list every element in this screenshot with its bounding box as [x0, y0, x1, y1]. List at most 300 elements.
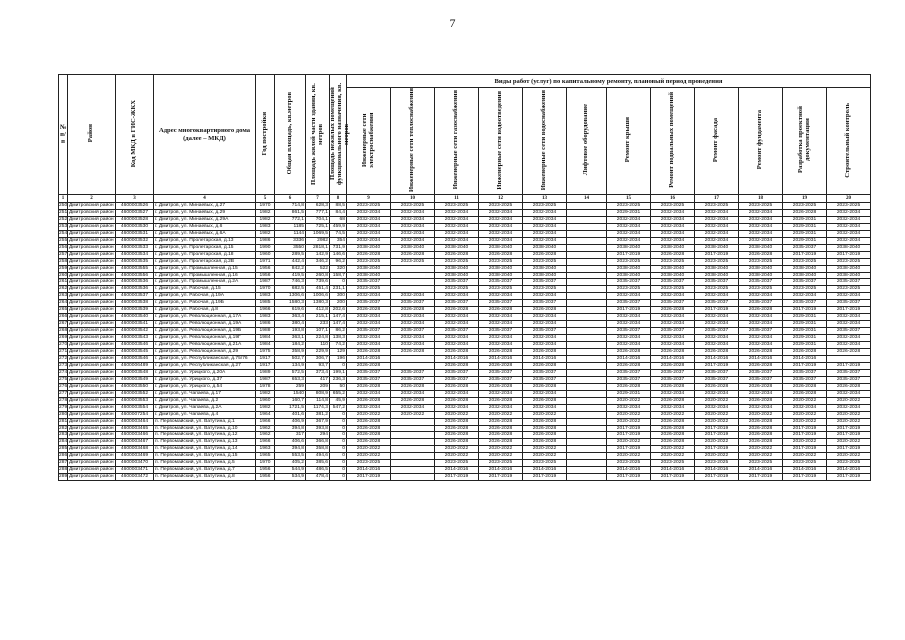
cell-work-period: 2026-2028 [435, 397, 479, 404]
cell-total-area: 406,9 [275, 418, 306, 425]
cell-district: Дмитровский район [69, 321, 114, 327]
header-work: Ремонт крыши [607, 88, 651, 195]
cell-total-area: 861,5 [275, 209, 306, 216]
table-row [59, 474, 871, 481]
cell-work-period: 2035-2037 [523, 279, 567, 286]
cell-work-period [567, 369, 607, 376]
cell-num: 259 [59, 265, 68, 271]
cell-work-period: 2023-2025 [479, 258, 523, 265]
cell-district: Дмитровский район [69, 369, 114, 375]
cell-living-area: 1174,3 [306, 404, 330, 411]
cell-district: Дмитровский район [69, 453, 114, 459]
cell-nonres-area: 68 [330, 216, 347, 223]
cell-num: 267 [59, 321, 68, 327]
cell-code: 4600003530 [116, 223, 154, 230]
cell-work-period: 2026-2028 [347, 251, 391, 258]
cell-work-period: 2032-2034 [651, 321, 695, 328]
cell-work-period: 2014-2016 [523, 467, 567, 474]
header-num: № п/п [59, 75, 68, 195]
cell-work-period [567, 279, 607, 286]
cell-work-period: 2032-2034 [827, 321, 871, 328]
cell-living-area: 1380,3 [306, 300, 330, 307]
cell-district: Дмитровский район [69, 230, 114, 236]
cell-address: г. Дмитров, ул. Урицкого, д.54 [154, 383, 256, 390]
cell-district: Дмитровский район [69, 223, 114, 229]
cell-work-period: 2020-2022 [607, 453, 651, 460]
header-district: Район [68, 75, 116, 195]
cell-living-area: 110 [306, 342, 330, 349]
cell-work-period: 2035-2037 [783, 300, 827, 307]
cell-work-period: 2029-2031 [607, 209, 651, 216]
cell-work-period: 2026-2028 [739, 251, 783, 258]
cell-total-area: 572,5 [275, 369, 306, 376]
cell-work-period: 2026-2028 [435, 418, 479, 425]
cell-living-area: 739,6 [306, 279, 330, 286]
cell-work-period: 2014-2016 [347, 355, 391, 362]
cell-living-area: 486,5 [306, 467, 330, 474]
cell-nonres-area: 74,5 [330, 230, 347, 237]
table-row [59, 369, 871, 376]
cell-nonres-area: 300 [330, 293, 347, 300]
cell-work-period: 2026-2028 [651, 418, 695, 425]
cell-work-period [567, 307, 607, 314]
cell-code: 4600003471 [116, 467, 154, 474]
cell-work-period: 2020-2022 [607, 418, 651, 425]
cell-work-period: 2014-2016 [739, 467, 783, 474]
cell-num: 263 [59, 293, 68, 299]
header-code: Код МКД в ГИС-ЖКХ [116, 75, 154, 195]
cell-nonres-area: 354 [330, 237, 347, 244]
cell-work-period: 2035-2037 [783, 279, 827, 286]
cell-year: 1962 [256, 425, 275, 432]
cell-work-period: 2023-2025 [523, 258, 567, 265]
cell-work-period: 2017-2019 [435, 474, 479, 481]
cell-address: п. Первомайский, ул. Ватутина, д.12 [154, 432, 256, 439]
cell-address: п. Первомайский, ул. Ватутина, д.14 [154, 446, 256, 453]
cell-code: 4600003466 [116, 432, 154, 439]
cell-work-period: 2032-2034 [739, 335, 783, 342]
cell-work-period [827, 355, 871, 362]
cell-work-period [567, 230, 607, 237]
cell-work-period: 2032-2034 [523, 390, 567, 397]
cell-work-period: 2035-2037 [827, 369, 871, 376]
cell-district: Дмитровский район [69, 425, 114, 431]
cell-work-period: 2035-2037 [827, 300, 871, 307]
header-work: Инженерные сети электроснабжения [347, 88, 391, 195]
cell-work-period: 2020-2022 [479, 446, 523, 453]
column-number: 4 [154, 195, 256, 203]
cell-total-area: 406,6 [275, 439, 306, 446]
cell-work-period [391, 467, 435, 474]
cell-work-period: 2020-2022 [827, 397, 871, 404]
cell-year: 1970 [256, 286, 275, 293]
cell-district: Дмитровский район [69, 286, 114, 292]
cell-work-period: 2023-2025 [651, 286, 695, 293]
cell-code: 4600003540 [116, 314, 154, 321]
cell-work-period: 2023-2025 [739, 460, 783, 467]
cell-num: 278 [59, 397, 68, 403]
cell-work-period: 2029-2031 [783, 230, 827, 237]
cell-work-period: 2026-2028 [607, 362, 651, 369]
cell-nonres-area: 147,4 [330, 321, 347, 328]
cell-work-period: 2032-2034 [523, 314, 567, 321]
cell-num: 273 [59, 362, 68, 368]
cell-code: 4600003550 [116, 383, 154, 390]
cell-work-period: 2026-2028 [479, 307, 523, 314]
cell-num: 260 [59, 272, 68, 278]
cell-work-period: 2032-2034 [607, 342, 651, 349]
table-row [59, 279, 871, 286]
table-row [59, 307, 871, 314]
cell-work-period: 2026-2028 [435, 349, 479, 356]
cell-work-period: 2026-2028 [523, 439, 567, 446]
cell-work-period: 2032-2034 [827, 335, 871, 342]
cell-work-period: 2026-2028 [479, 251, 523, 258]
cell-num: 289 [59, 474, 68, 480]
cell-work-period [567, 474, 607, 481]
cell-living-area: 1069,5 [306, 230, 330, 237]
cell-work-period: 2032-2034 [607, 404, 651, 411]
cell-living-area: 209 [306, 383, 330, 390]
cell-work-period: 2023-2025 [783, 286, 827, 293]
cell-work-period: 2035-2037 [607, 369, 651, 376]
table-row [59, 349, 871, 356]
cell-work-period: 2032-2034 [651, 335, 695, 342]
cell-total-area: 363,1 [275, 335, 306, 342]
cell-work-period: 2023-2025 [435, 258, 479, 265]
cell-work-period: 2032-2034 [479, 230, 523, 237]
cell-num: 262 [59, 286, 68, 292]
cell-work-period: 2032-2034 [827, 342, 871, 349]
header-works-group: Виды работ (услуг) по капитальному ремонту, плановый период проведения [347, 75, 871, 88]
cell-work-period: 2020-2022 [739, 453, 783, 460]
cell-work-period [567, 439, 607, 446]
cell-work-period: 2035-2037 [783, 244, 827, 251]
cell-work-period: 2035-2037 [607, 300, 651, 307]
cell-code: 4600003472 [116, 474, 154, 481]
cell-work-period [567, 467, 607, 474]
cell-living-area: 478,4 [306, 474, 330, 481]
cell-year: 1982 [256, 390, 275, 397]
cell-work-period: 2020-2022 [435, 446, 479, 453]
cell-work-period: 2032-2034 [435, 223, 479, 230]
cell-nonres-area: 196 [330, 355, 347, 362]
cell-work-period: 2032-2034 [479, 404, 523, 411]
cell-work-period [567, 362, 607, 369]
cell-work-period: 2026-2028 [523, 425, 567, 432]
cell-total-area: 317 [275, 432, 306, 439]
table-row [59, 355, 871, 362]
cell-work-period [391, 265, 435, 272]
cell-work-period: 2035-2037 [695, 279, 739, 286]
cell-code: 4600003552 [116, 390, 154, 397]
cell-work-period: 2035-2037 [739, 376, 783, 383]
column-number: 17 [695, 195, 739, 203]
cell-work-period: 2017-2019 [783, 425, 827, 432]
cell-num: 286 [59, 453, 68, 459]
cell-work-period: 2026-2028 [435, 362, 479, 369]
cell-code: 4600003549 [116, 376, 154, 383]
cell-work-period [567, 300, 607, 307]
cell-work-period: 2032-2034 [479, 216, 523, 223]
cell-living-area: 494,6 [306, 453, 330, 460]
cell-work-period: 2017-2019 [479, 474, 523, 481]
cell-nonres-area: 50 [330, 383, 347, 390]
cell-nonres-area: 45,9 [330, 397, 347, 404]
cell-code: 4600003527 [116, 209, 154, 216]
cell-work-period: 2023-2025 [695, 258, 739, 265]
cell-work-period: 2035-2037 [523, 328, 567, 335]
cell-work-period: 2035-2037 [651, 328, 695, 335]
cell-address: г. Дмитров, ул. Республиканская, д.75/76 [154, 355, 256, 362]
cell-work-period: 2023-2025 [391, 258, 435, 265]
cell-living-area: 366,8 [306, 439, 330, 446]
cell-work-period: 2017-2019 [783, 432, 827, 439]
cell-work-period: 2038-2040 [523, 272, 567, 279]
cell-nonres-area: 0 [330, 453, 347, 460]
table-row [59, 223, 871, 230]
cell-work-period: 2020-2022 [695, 453, 739, 460]
cell-work-period: 2023-2025 [435, 286, 479, 293]
table-row [59, 383, 871, 390]
cell-address: п. Первомайский, ул. Ватутина, д.15 [154, 453, 256, 460]
cell-nonres-area: 84,4 [330, 209, 347, 216]
cell-num: 251 [59, 209, 68, 215]
cell-year: 1975 [256, 349, 275, 356]
cell-work-period: 2032-2034 [739, 404, 783, 411]
cell-work-period: 2032-2034 [739, 216, 783, 223]
table-row [59, 467, 871, 474]
cell-work-period: 2032-2034 [651, 314, 695, 321]
table-row [59, 230, 871, 237]
cell-code: 4600003541 [116, 321, 154, 328]
cell-work-period: 2026-2028 [347, 383, 391, 390]
cell-work-period: 2038-2040 [739, 244, 783, 251]
cell-work-period [567, 314, 607, 321]
cell-year: 1983 [256, 293, 275, 300]
cell-address: г. Дмитров, ул. Урицкого, д.20А [154, 369, 256, 376]
header-work: Разработка проектной документации [783, 88, 827, 195]
cell-work-period [391, 439, 435, 446]
cell-work-period: 2017-2019 [695, 474, 739, 481]
cell-work-period: 2026-2028 [435, 307, 479, 314]
cell-work-period: 2032-2034 [479, 321, 523, 328]
cell-district: Дмитровский район [69, 355, 114, 361]
cell-work-period: 2026-2028 [651, 439, 695, 446]
cell-total-area: 419,5 [275, 272, 306, 279]
cell-work-period: 2032-2034 [739, 390, 783, 397]
cell-work-period: 2026-2028 [523, 251, 567, 258]
cell-living-area: 2982 [306, 237, 330, 244]
cell-work-period: 2035-2037 [607, 376, 651, 383]
cell-living-area: 808,9 [306, 390, 330, 397]
cell-work-period: 2020-2022 [523, 446, 567, 453]
header-work: Инженерные сети водоотведения [479, 88, 523, 195]
cell-work-period: 2032-2034 [695, 342, 739, 349]
cell-num: 275 [59, 376, 68, 382]
table-body [59, 203, 871, 481]
cell-work-period [567, 244, 607, 251]
cell-work-period: 2020-2022 [347, 446, 391, 453]
cell-work-period: 2020-2022 [347, 453, 391, 460]
cell-num: 272 [59, 355, 68, 361]
cell-work-period: 2032-2034 [479, 237, 523, 244]
cell-work-period: 2026-2028 [651, 251, 695, 258]
cell-num: 256 [59, 244, 68, 250]
cell-work-period: 2026-2028 [479, 362, 523, 369]
cell-work-period: 2032-2034 [347, 321, 391, 328]
cell-num: 265 [59, 307, 68, 313]
column-number: 12 [479, 195, 523, 203]
cell-work-period [567, 286, 607, 293]
cell-address: п. Первомайский, ул. Ватутина, д.7 [154, 467, 256, 474]
cell-work-period: 2014-2016 [435, 467, 479, 474]
column-number: 7 [306, 195, 330, 203]
cell-district: Дмитровский район [69, 467, 114, 473]
cell-work-period: 2032-2034 [347, 390, 391, 397]
cell-total-area: 394,8 [275, 425, 306, 432]
cell-work-period: 2023-2025 [695, 286, 739, 293]
cell-living-area: 1006,6 [306, 293, 330, 300]
cell-work-period: 2035-2037 [651, 300, 695, 307]
cell-work-period [567, 258, 607, 265]
cell-year: 1964 [256, 411, 275, 418]
cell-total-area: 1540 [275, 390, 306, 397]
table-row [59, 293, 871, 300]
cell-work-period [391, 425, 435, 432]
cell-year: 1960 [256, 397, 275, 404]
cell-work-period: 2032-2034 [523, 216, 567, 223]
cell-district: Дмитровский район [69, 404, 114, 410]
cell-work-period: 2026-2028 [435, 439, 479, 446]
cell-work-period: 2020-2022 [783, 439, 827, 446]
cell-work-period [567, 432, 607, 439]
cell-address: г. Дмитров, ул. Чапаева, д.2А [154, 404, 256, 411]
cell-num: 271 [59, 349, 68, 355]
cell-work-period: 2023-2025 [695, 460, 739, 467]
cell-work-period: 2035-2037 [739, 300, 783, 307]
cell-work-period: 2026-2028 [347, 418, 391, 425]
cell-address: п. Первомайский, ул. Ватутина, д.8 [154, 474, 256, 481]
cell-work-period: 2032-2034 [347, 335, 391, 342]
cell-work-period: 2023-2025 [783, 203, 827, 210]
page-number: 7 [449, 16, 456, 30]
cell-work-period: 2026-2028 [739, 349, 783, 356]
cell-nonres-area: 86,2 [330, 328, 347, 335]
cell-district: Дмитровский район [69, 237, 114, 243]
cell-work-period: 2026-2028 [347, 439, 391, 446]
cell-work-period: 2026-2028 [651, 432, 695, 439]
cell-work-period: 2032-2034 [739, 230, 783, 237]
cell-work-period: 2035-2037 [695, 300, 739, 307]
cell-work-period: 2032-2034 [347, 342, 391, 349]
cell-work-period: 2026-2028 [391, 251, 435, 258]
cell-num: 288 [59, 467, 68, 473]
header-nonres-area: Площадь нежилых помещений функционального назначения, кв. метров [330, 75, 347, 195]
cell-work-period [567, 446, 607, 453]
cell-nonres-area: 655,2 [330, 390, 347, 397]
cell-work-period: 2026-2028 [391, 349, 435, 356]
cell-work-period: 2017-2019 [827, 307, 871, 314]
cell-work-period: 2032-2034 [435, 335, 479, 342]
cell-code: 4600003546 [116, 342, 154, 349]
cell-district: Дмитровский район [69, 383, 114, 389]
cell-work-period: 2017-2019 [347, 474, 391, 481]
cell-num: 282 [59, 425, 68, 431]
cell-work-period: 2020-2022 [523, 411, 567, 418]
cell-work-period: 2038-2040 [523, 265, 567, 272]
cell-work-period: 2032-2034 [827, 404, 871, 411]
table-row [59, 216, 871, 223]
table-row [59, 376, 871, 383]
cell-address: г. Дмитров, ул. Промышленная, д.2А [154, 279, 256, 286]
cell-work-period: 2038-2040 [479, 272, 523, 279]
cell-living-area: 229,9 [306, 349, 330, 356]
cell-work-period [567, 321, 607, 328]
cell-year: 1970 [256, 460, 275, 467]
header-living-area: Площадь жилой части здания, кв. метров [306, 75, 330, 195]
cell-work-period: 2020-2022 [607, 411, 651, 418]
cell-address: г. Дмитров, ул. Рабочая, д.15 [154, 286, 256, 293]
cell-work-period: 2035-2037 [651, 376, 695, 383]
cell-work-period: 2026-2028 [391, 307, 435, 314]
cell-district: Дмитровский район [69, 307, 114, 313]
cell-work-period: 2023-2025 [523, 460, 567, 467]
cell-work-period: 2026-2028 [523, 397, 567, 404]
cell-work-period: 2032-2034 [695, 404, 739, 411]
cell-nonres-area: 231,1 [330, 286, 347, 293]
cell-work-period: 2023-2025 [347, 203, 391, 210]
cell-district: Дмитровский район [69, 432, 114, 438]
cell-code: 4600003536 [116, 286, 154, 293]
cell-work-period: 2023-2025 [827, 258, 871, 265]
cell-living-area: 114,8 [306, 397, 330, 404]
cell-code: 4600003465 [116, 425, 154, 432]
column-number: 16 [651, 195, 695, 203]
cell-work-period: 2026-2028 [391, 383, 435, 390]
cell-work-period: 2017-2019 [607, 474, 651, 481]
cell-living-area: 346,2 [306, 258, 330, 265]
cell-nonres-area: 146,6 [330, 251, 347, 258]
cell-work-period: 2026-2028 [739, 362, 783, 369]
cell-work-period: 2023-2025 [651, 258, 695, 265]
cell-work-period: 2026-2028 [479, 349, 523, 356]
cell-work-period: 2029-2031 [783, 321, 827, 328]
cell-total-area: 3550 [275, 244, 306, 251]
cell-year: 1984 [256, 342, 275, 349]
cell-year: 1917 [256, 355, 275, 362]
cell-work-period: 2032-2034 [607, 223, 651, 230]
cell-work-period: 2032-2034 [651, 237, 695, 244]
cell-living-area: 93,7 [306, 362, 330, 369]
cell-work-period: 2026-2028 [435, 432, 479, 439]
cell-work-period: 2035-2037 [435, 328, 479, 335]
cell-year: 1960 [256, 251, 275, 258]
cell-work-period: 2038-2040 [435, 272, 479, 279]
cell-work-period: 2035-2037 [347, 279, 391, 286]
cell-address: г. Дмитров, ул. Минаевых, д.6А [154, 230, 256, 237]
cell-work-period [567, 265, 607, 272]
cell-work-period: 2020-2022 [651, 446, 695, 453]
cell-nonres-area: 138,3 [330, 335, 347, 342]
cell-work-period: 2038-2040 [607, 244, 651, 251]
cell-work-period: 2035-2037 [347, 300, 391, 307]
cell-work-period: 2032-2034 [523, 237, 567, 244]
cell-work-period: 2035-2037 [695, 328, 739, 335]
cell-code: 4600003536 [116, 279, 154, 286]
cell-num: 257 [59, 251, 68, 257]
cell-year: 1966 [256, 418, 275, 425]
